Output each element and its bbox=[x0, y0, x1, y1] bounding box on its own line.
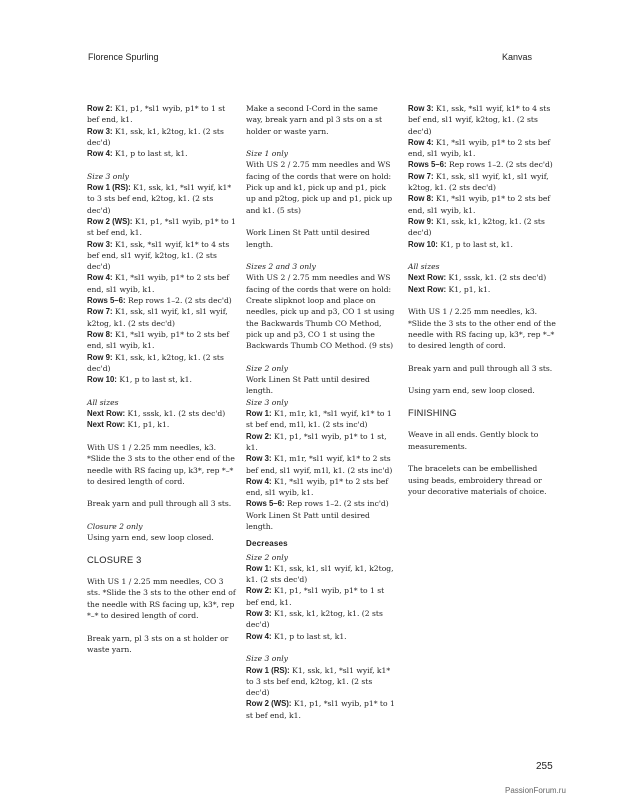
size-1-text: With US 2 / 2.75 mm needles and WS facing of the cords that were on hold: Pick up and k1, pick up and p1, pick up and p2tog, pick up and p1, pick up and k1. (5 sts) bbox=[246, 160, 393, 215]
row-text: Rep rows 1–2. (2 sts dec'd) bbox=[125, 296, 232, 306]
decrease-rows-size-3 bbox=[246, 665, 396, 721]
icord-instructions: With US 1 / 2.25 mm needles, k3. *Slide the 3 sts to the other end of the needle with RS facing up, k3*, rep *–* to desired length of cord. bbox=[408, 307, 556, 351]
row-label: Row 2: bbox=[246, 586, 272, 596]
break-yarn-text: Break yarn and pull through all 3 sts. bbox=[87, 499, 232, 509]
decrease-rows-size-2 bbox=[246, 563, 396, 642]
row-text: K1, p to last st, k1. bbox=[437, 239, 513, 249]
pattern-row bbox=[246, 453, 396, 476]
size-1-heading: Size 1 only bbox=[246, 149, 288, 159]
row-text: K1, ssk, k1, k2tog, k1. (2 sts dec'd) bbox=[87, 126, 224, 147]
pattern-row bbox=[246, 408, 396, 431]
pattern-row bbox=[408, 193, 556, 216]
pattern-row bbox=[87, 239, 237, 273]
row-text: Rep rows 1–2. (2 sts dec'd) bbox=[446, 160, 553, 170]
size-3-heading: Size 3 only bbox=[87, 171, 129, 181]
row-label: Row 3: bbox=[87, 126, 113, 136]
row-label: Rows 5–6: bbox=[246, 499, 285, 509]
pattern-row bbox=[87, 352, 237, 375]
column-3 bbox=[408, 103, 556, 508]
row-label: Row 3: bbox=[87, 239, 113, 249]
column-1 bbox=[87, 103, 237, 667]
row-text: K1, m1r, *sl1 wyif, k1* to 2 sts bef end, sl1 wyif, m1l, k1. (2 sts inc'd) bbox=[246, 454, 393, 475]
linen-stitch-text-3: Work Linen St Patt until desired length. bbox=[246, 510, 370, 531]
row-text: K1, p1, *sl1 wyib, p1* to 1 st bef end, k1. bbox=[87, 104, 226, 125]
finishing-heading: FINISHING bbox=[408, 408, 457, 419]
rows-group-c bbox=[87, 408, 237, 431]
row-label: Row 1: bbox=[246, 563, 272, 573]
header-title: Kanvas bbox=[501, 52, 532, 62]
pattern-row bbox=[87, 272, 237, 295]
pattern-row bbox=[87, 306, 237, 329]
pattern-row bbox=[87, 103, 237, 126]
increase-rows bbox=[246, 408, 396, 510]
row-text: K1, sssk, k1. (2 sts dec'd) bbox=[446, 273, 547, 283]
row-text: K1, p to last st, k1. bbox=[271, 631, 347, 641]
pattern-row bbox=[246, 431, 396, 454]
row-text: K1, p1, *sl1 wyib, p1* to 1 st bef end, k1. bbox=[246, 699, 395, 720]
row-label: Row 4: bbox=[246, 631, 272, 641]
row-label: Row 2: bbox=[87, 104, 113, 113]
watermark: PassionForum.ru bbox=[505, 786, 566, 795]
row-label: Row 3: bbox=[408, 104, 434, 113]
row-text: K1, p1, *sl1 wyib, p1* to 1 st, k1. bbox=[246, 431, 387, 452]
row-label: Row 2 (WS): bbox=[87, 216, 133, 226]
row-text: K1, *sl1 wyib, p1* to 2 sts bef end, sl1 wyib, k1. bbox=[87, 273, 230, 294]
embellish-text: The bracelets can be embellished using beads, embroidery thread or your decorative materials of choice. bbox=[408, 464, 547, 496]
row-label: Row 7: bbox=[408, 171, 434, 181]
row-text: K1, ssk, k1, sl1 wyif, k1, k2tog, k1. (2 sts dec'd) bbox=[246, 563, 394, 585]
pattern-row bbox=[87, 148, 237, 159]
row-text: K1, sssk, k1. (2 sts dec'd) bbox=[125, 409, 226, 419]
row-text: K1, *sl1 wyib, p1* to 2 sts bef end, sl1 wyib, k1. bbox=[87, 329, 230, 351]
pattern-row bbox=[408, 239, 556, 250]
pattern-row bbox=[246, 585, 396, 608]
row-text: K1, p1, *sl1 wyib, p1* to 1 st bef end, k1. bbox=[246, 586, 385, 607]
row-label: Row 10: bbox=[408, 239, 438, 249]
pattern-row bbox=[246, 563, 396, 586]
closure-3-heading: CLOSURE 3 bbox=[87, 554, 142, 565]
pattern-row bbox=[408, 171, 556, 194]
row-label: Next Row: bbox=[87, 409, 126, 419]
row-label: Row 2: bbox=[246, 431, 272, 441]
sizes-2-3-text: With US 2 / 2.75 mm needles and WS facing of the cords that were on hold: Create slipknot loop and place on needles, pick up and p3, CO 1 st using the Backwards Thumb CO Method, pick up and p3, CO 1 st using the Backwards Thumb CO Method. (9 sts) bbox=[246, 273, 395, 351]
row-label: Row 1 (RS): bbox=[246, 665, 290, 675]
all-sizes-heading: All sizes bbox=[408, 262, 440, 272]
icord-instructions: With US 1 / 2.25 mm needles, k3. *Slide the 3 sts to the other end of the needle with RS facing up, k3*, rep *–* to desired length of cord. bbox=[87, 442, 235, 486]
row-label: Row 3: bbox=[246, 609, 272, 619]
closure-2-heading: Closure 2 only bbox=[87, 521, 143, 531]
row-label: Row 8: bbox=[408, 194, 434, 204]
second-cord-text: Make a second I-Cord in the same way, break yarn and pl 3 sts on a st holder or waste yarn. bbox=[246, 104, 383, 136]
row-text: K1, ssk, sl1 wyif, k1, sl1 wyif, k2tog, k1. (2 sts dec'd) bbox=[87, 307, 228, 328]
linen-stitch-text: Work Linen St Patt until desired length. bbox=[246, 228, 370, 249]
sew-loop-text: Using yarn end, sew loop closed. bbox=[408, 386, 535, 396]
row-text: K1, p to last st, k1. bbox=[112, 149, 188, 159]
pattern-row bbox=[87, 419, 237, 430]
header-author: Florence Spurling bbox=[88, 52, 159, 62]
row-text: K1, ssk, k1, k2tog, k1. (2 sts dec'd) bbox=[87, 352, 224, 373]
row-label: Row 7: bbox=[87, 307, 113, 317]
row-text: K1, ssk, k1, k2tog, k1. (2 sts dec'd) bbox=[246, 609, 383, 630]
row-label: Next Row: bbox=[408, 273, 447, 283]
row-text: K1, ssk, k1, *sl1 wyif, k1* to 3 sts bef end, k2tog, k1. (2 sts dec'd) bbox=[246, 665, 391, 698]
size-3-heading: Size 3 only bbox=[246, 397, 288, 407]
row-text: K1, *sl1 wyib, p1* to 2 sts bef end, sl1 wyib, k1. bbox=[408, 137, 551, 159]
row-text: K1, p to last st, k1. bbox=[116, 375, 192, 385]
row-label: Row 9: bbox=[408, 216, 434, 226]
row-label: Row 1 (RS): bbox=[87, 183, 131, 193]
row-text: K1, ssk, sl1 wyif, k1, sl1 wyif, k2tog, k1. (2 sts dec'd) bbox=[408, 171, 549, 193]
pattern-row bbox=[87, 408, 237, 419]
pattern-row bbox=[87, 126, 237, 149]
row-label: Row 8: bbox=[87, 329, 113, 339]
closure-3-text: With US 1 / 2.25 mm needles, CO 3 sts. *Slide the 3 sts to the other end of the needle with RS facing up, k3*, rep *–* to desired length of cord. bbox=[87, 577, 236, 621]
row-label: Next Row: bbox=[87, 420, 126, 430]
row-label: Row 4: bbox=[87, 149, 113, 159]
weave-ends-text: Weave in all ends. Gently block to measurements. bbox=[408, 430, 539, 451]
pattern-row bbox=[87, 295, 237, 306]
row-label: Row 4: bbox=[408, 137, 434, 147]
decreases-heading: Decreases bbox=[246, 539, 288, 549]
linen-stitch-text-2: Work Linen St Patt until desired length. bbox=[246, 375, 370, 396]
row-text: K1, ssk, k1, k2tog, k1. (2 sts dec'd) bbox=[408, 216, 545, 238]
pattern-row bbox=[246, 631, 396, 642]
row-text: K1, p1, *sl1 wyib, p1* to 1 st bef end, k1. bbox=[87, 216, 236, 238]
rows-group-b bbox=[408, 272, 556, 295]
size-2-heading-dec: Size 2 only bbox=[246, 552, 288, 562]
pattern-row bbox=[408, 159, 556, 170]
row-text: K1, m1r, k1, *sl1 wyif, k1* to 1 st bef end, m1l, k1. (2 sts inc'd) bbox=[246, 409, 392, 430]
pattern-row bbox=[87, 374, 237, 385]
row-label: Rows 5–6: bbox=[87, 296, 126, 306]
row-label: Row 1: bbox=[246, 409, 272, 419]
all-sizes-heading: All sizes bbox=[87, 397, 119, 407]
sizes-2-3-heading: Sizes 2 and 3 only bbox=[246, 262, 316, 272]
page-number: 255 bbox=[536, 761, 553, 772]
closure-2-text: Using yarn end, sew loop closed. bbox=[87, 533, 214, 543]
pattern-row bbox=[87, 216, 237, 239]
row-label: Next Row: bbox=[408, 284, 447, 294]
row-text: K1, ssk, k1, *sl1 wyif, k1* to 3 sts bef end, k2tog, k1. (2 sts dec'd) bbox=[87, 183, 232, 215]
row-text: Rep rows 1–2. (2 sts inc'd) bbox=[284, 499, 389, 509]
size-2-heading: Size 2 only bbox=[246, 363, 288, 373]
pattern-row bbox=[87, 182, 237, 216]
break-yarn-text: Break yarn and pull through all 3 sts. bbox=[408, 363, 553, 373]
row-text: K1, ssk, *sl1 wyif, k1* to 4 sts bef end, sl1 wyif, k2tog, k1. (2 sts dec'd) bbox=[87, 239, 230, 272]
row-label: Row 3: bbox=[246, 454, 272, 464]
pattern-row bbox=[246, 498, 396, 509]
pattern-row bbox=[246, 476, 396, 499]
pattern-row bbox=[246, 698, 396, 721]
pattern-row bbox=[246, 665, 396, 699]
row-label: Row 10: bbox=[87, 375, 117, 385]
row-label: Row 4: bbox=[246, 476, 272, 486]
rows-group-a bbox=[408, 103, 556, 250]
pattern-row bbox=[408, 216, 556, 239]
size-3-heading-dec: Size 3 only bbox=[246, 654, 288, 664]
rows-group-b bbox=[87, 182, 237, 385]
column-2 bbox=[246, 103, 396, 732]
pattern-row bbox=[408, 284, 556, 295]
row-label: Rows 5–6: bbox=[408, 160, 447, 170]
break-hold-text: Break yarn, pl 3 sts on a st holder or waste yarn. bbox=[87, 633, 229, 654]
row-text: K1, *sl1 wyib, p1* to 2 sts bef end, sl1 wyib, k1. bbox=[408, 194, 551, 215]
pattern-row bbox=[87, 329, 237, 352]
row-text: K1, p1, k1. bbox=[446, 284, 491, 294]
row-text: K1, ssk, *sl1 wyif, k1* to 4 sts bef end, sl1 wyif, k2tog, k1. (2 sts dec'd) bbox=[408, 104, 551, 136]
row-text: K1, p1, k1. bbox=[125, 420, 170, 430]
row-label: Row 4: bbox=[87, 273, 113, 283]
pattern-row bbox=[408, 103, 556, 137]
rows-group-a bbox=[87, 103, 237, 159]
row-text: K1, *sl1 wyib, p1* to 2 sts bef end, sl1 wyib, k1. bbox=[246, 476, 389, 498]
pattern-row bbox=[408, 137, 556, 160]
row-label: Row 2 (WS): bbox=[246, 699, 292, 709]
row-label: Row 9: bbox=[87, 352, 113, 362]
pattern-row bbox=[408, 272, 556, 283]
pattern-row bbox=[246, 608, 396, 631]
